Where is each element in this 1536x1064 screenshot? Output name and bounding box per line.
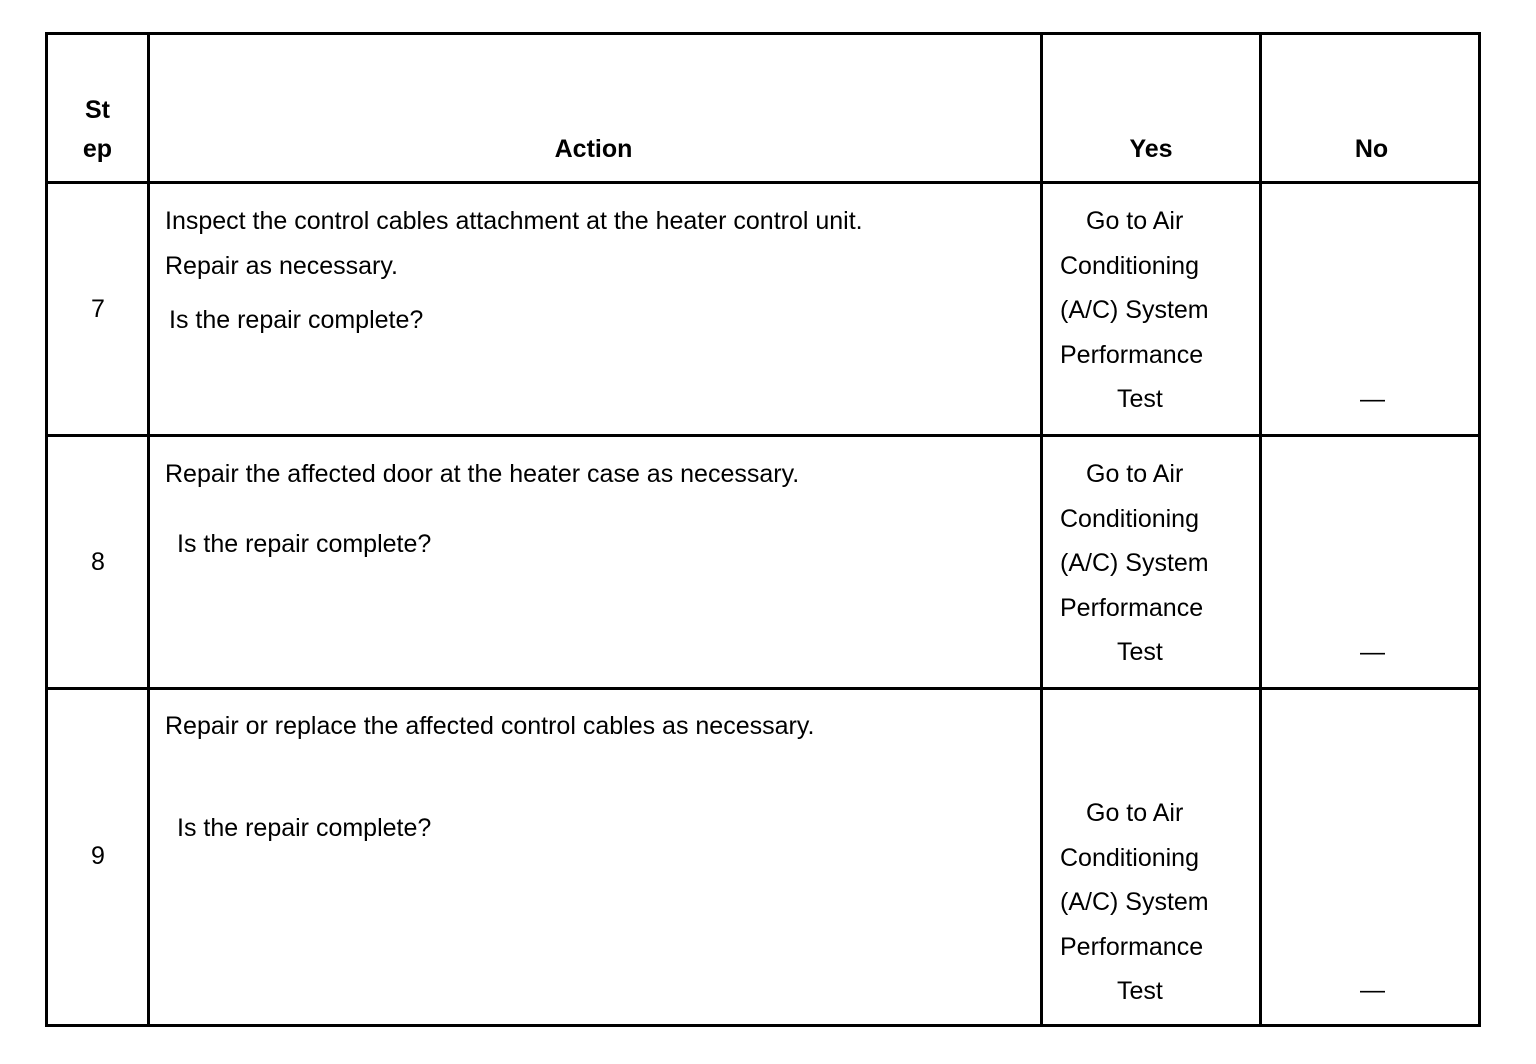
diagnostic-table: [45, 32, 1481, 1027]
yes-row8-line4: Performance: [1060, 593, 1204, 622]
yes-row7-line3: (A/C) System: [1060, 296, 1209, 324]
no-row8: —: [1360, 638, 1385, 666]
yes-row8-line5: Test: [1117, 638, 1163, 666]
yes-row9: [1044, 791, 1264, 1014]
row-divider-8: [48, 687, 1478, 690]
yes-row7-line4: Performance: [1060, 340, 1204, 369]
action-row7-line1: Inspect the control cables attachment at the heater control unit.: [165, 207, 863, 235]
yes-row8-line1: Go to Air: [1086, 460, 1184, 488]
yes-row7: [1044, 199, 1264, 422]
header-yes: Yes: [1129, 135, 1173, 163]
action-row8-question: Is the repair complete?: [177, 530, 432, 558]
no-row9: —: [1360, 976, 1385, 1004]
yes-row8: [1044, 452, 1264, 675]
yes-row9-line1: Go to Air: [1086, 799, 1184, 827]
header-action: Action: [554, 135, 633, 163]
yes-row7-line5: Test: [1117, 385, 1163, 413]
header-step: [48, 91, 147, 169]
action-row7-question: Is the repair complete?: [169, 306, 424, 334]
step-number-7: 7: [91, 295, 105, 323]
header-step-line1: St: [85, 96, 110, 124]
yes-row9-line5: Test: [1117, 977, 1163, 1005]
step-number-9: 9: [91, 842, 105, 870]
action-row7-line2: Repair as necessary.: [165, 252, 398, 280]
yes-row9-line4: Performance: [1060, 932, 1204, 961]
action-row9-question: Is the repair complete?: [177, 814, 432, 842]
yes-row7-line2: Conditioning: [1060, 251, 1199, 280]
header-step-line2: ep: [82, 135, 113, 163]
yes-row7-line1: Go to Air: [1086, 207, 1184, 235]
action-row9-line1: Repair or replace the affected control cables as necessary.: [165, 712, 815, 740]
row-divider-7: [48, 434, 1478, 437]
no-row7: —: [1360, 385, 1385, 413]
yes-row9-line3: (A/C) System: [1060, 888, 1209, 916]
header-no: No: [1354, 135, 1389, 163]
yes-row8-line2: Conditioning: [1060, 504, 1199, 533]
step-number-8: 8: [91, 548, 105, 576]
yes-row8-line3: (A/C) System: [1060, 549, 1209, 577]
row-divider-header: [48, 181, 1478, 184]
yes-row9-line2: Conditioning: [1060, 843, 1199, 872]
action-row8-line1: Repair the affected door at the heater case as necessary.: [165, 460, 800, 488]
